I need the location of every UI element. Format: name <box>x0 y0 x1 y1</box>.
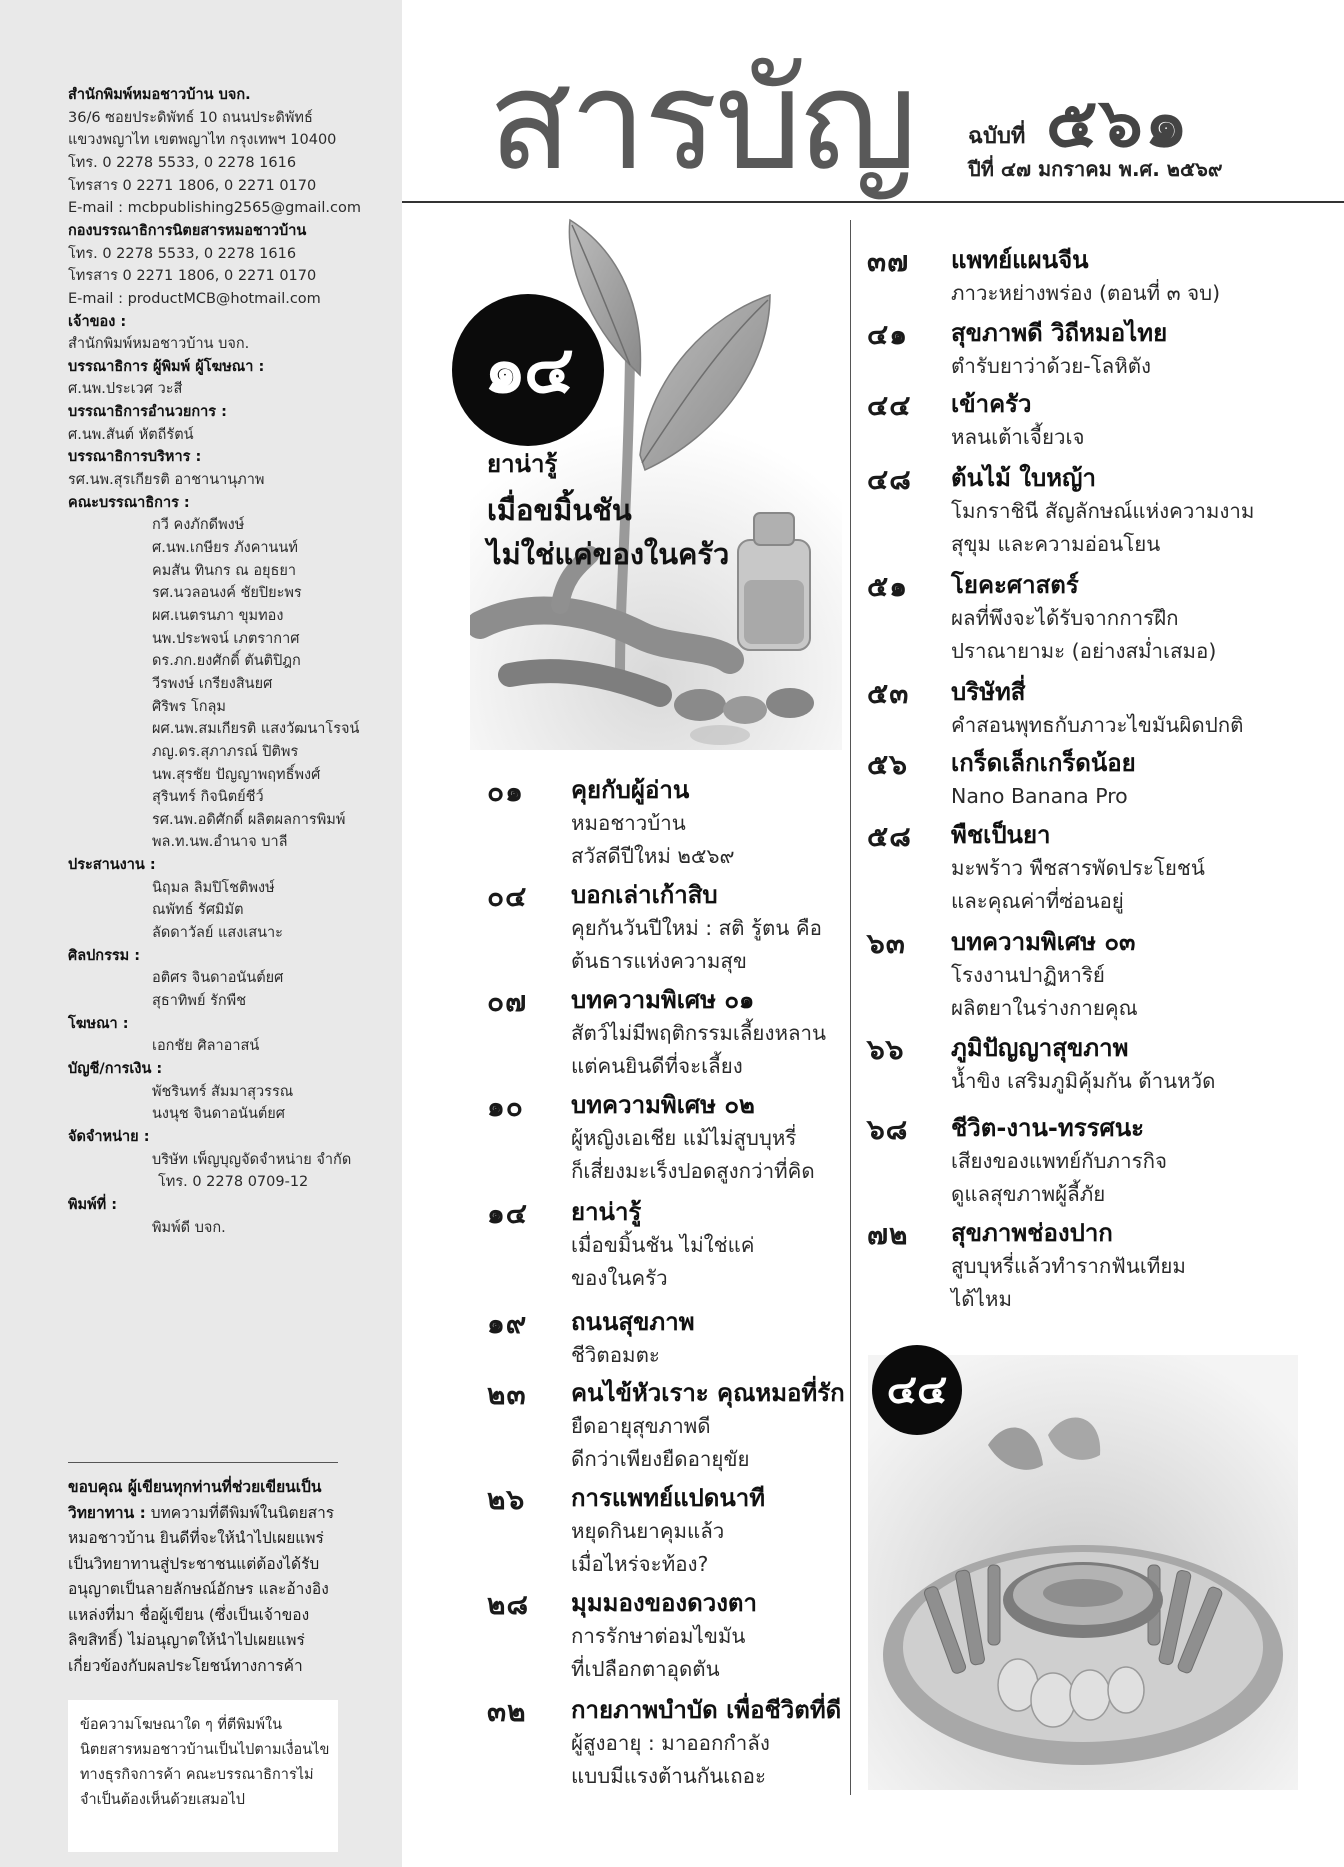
toc-article-line: ที่เปลือกตาอุดตัน <box>571 1657 720 1681</box>
toc-article-line: ยืดอายุสุขภาพดี <box>571 1414 711 1438</box>
feature-kicker: ยาน่ารู้ <box>487 450 558 478</box>
toc-page-number: ๕๘ <box>867 820 912 853</box>
masthead-line: แขวงพญาไท เขตพญาไท กรุงเทพฯ 10400 <box>68 132 337 149</box>
header-rule <box>402 201 1344 203</box>
toc-article-title <box>951 602 1216 668</box>
toc-section-title: การแพทย์แปดนาที <box>571 1484 766 1512</box>
toc-article-line: ผลิตยาในร่างกายคุณ <box>951 996 1138 1020</box>
toc-page-number: ๒๓ <box>487 1378 527 1411</box>
toc-article-title <box>571 1620 745 1686</box>
toc-article-title <box>951 350 1151 383</box>
page-title: สารบัญ <box>488 40 915 201</box>
masthead-line: สุธาทิพย์ รักพืช <box>152 993 247 1009</box>
toc-article-title <box>951 1065 1215 1098</box>
toc-article-line: สูบบุหรี่แล้วทำรากฟันเทียม <box>951 1254 1186 1278</box>
toc-article-line: และคุณค่าที่ซ่อนอยู่ <box>951 889 1124 913</box>
toc-page-number: ๔๘ <box>867 463 912 496</box>
issue-number: ๕๖๑ <box>1046 84 1190 163</box>
toc-section-title: ยาน่ารู้ <box>571 1198 642 1226</box>
toc-article-title <box>571 807 734 873</box>
toc-article-title <box>571 1017 826 1083</box>
toc-section-title: ชีวิต-งาน-ทรรศนะ <box>951 1114 1145 1142</box>
toc-article-line: เมื่อไหร่จะท้อง? <box>571 1552 709 1576</box>
masthead-line: ผศ.นพ.สมเกียรติ แสงวัฒนาโรจน์ <box>152 721 360 738</box>
masthead-line: วีรพงษ์ เกรียงสินยศ <box>152 675 273 692</box>
toc-section-title: บทความพิเศษ ๐๓ <box>951 928 1136 956</box>
toc-article-title <box>951 1145 1167 1211</box>
masthead-heading: บรรณาธิการอำนวยการ : <box>68 404 227 421</box>
masthead-heading: บรรณาธิการบริหาร : <box>68 449 202 466</box>
toc-page-number: ๕๑ <box>867 570 908 603</box>
masthead-line: นงนุช จินดาอนันต์ยศ <box>152 1106 285 1123</box>
toc-article-title <box>951 709 1244 742</box>
masthead-line: พล.ท.นพ.อำนาจ บาลี <box>152 834 288 851</box>
toc-section-title: พืชเป็นยา <box>951 821 1051 849</box>
toc-page-number: ๓๒ <box>487 1695 527 1728</box>
toc-article-line: หมอชาวบ้าน <box>571 811 686 835</box>
toc-page-number: ๖๘ <box>867 1113 909 1146</box>
feature-page-badge: ๑๔ <box>452 294 604 446</box>
toc-article-title <box>571 1515 724 1581</box>
masthead-line: พิมพ์ดี บจก. <box>152 1219 226 1236</box>
toc-article-line: แบบมีแรงต้านกันเถอะ <box>571 1764 766 1788</box>
toc-article-line: สวัสดีปีใหม่ ๒๕๖๙ <box>571 844 735 868</box>
toc-page-number: ๑๐ <box>487 1090 524 1123</box>
toc-article-line: เมื่อขมิ้นชัน ไม่ใช่แค่ <box>571 1233 755 1257</box>
masthead-line: E-mail : mcbpublishing2565@gmail.com <box>68 200 361 217</box>
toc-page-number: ๐๗ <box>487 985 528 1018</box>
toc-article-line: ก็เสี่ยงมะเร็งปอดสูงกว่าที่คิด <box>571 1159 815 1183</box>
toc-page-number: ๓๗ <box>867 245 910 278</box>
toc-section-title: คุยกับผู้อ่าน <box>571 776 690 804</box>
toc-article-line: คำสอนพุทธกับภาวะไขมันผิดปกติ <box>951 713 1244 737</box>
issue-date: ปีที่ ๔๗ มกราคม พ.ศ. ๒๕๖๙ <box>968 157 1223 181</box>
thanks-body: บทความที่ตีพิมพ์ในนิตยสารหมอชาวบ้าน ยินดีที่จะให้นำไปเผยแพร่เป็นวิทยาทานสู่ประชาชนแต่ต้องได้รับอนุญาตเป็นลายลักษณ์อักษร และอ้างอิงแหล่งที่มา ชื่อผู้เขียน (ซึ่งเป็นเจ้าของลิขสิทธิ์) ไม่อนุญาตให้นำไปเผยแพร่เกี่ยวข้องกับผลประโยชน์ทางการค้า <box>68 1503 335 1675</box>
toc-article-title <box>951 421 1084 454</box>
toc-page-number: ๒๖ <box>487 1483 526 1516</box>
masthead-heading: คณะบรรณาธิการ : <box>68 494 190 511</box>
masthead-line: ศ.นพ.เกษียร ภังคานนท์ <box>152 540 298 556</box>
masthead-line: คมสัน ทินกร ณ อยุธยา <box>152 562 297 579</box>
toc-article-line: สัตว์ไม่มีพฤติกรรมเลี้ยงหลาน <box>571 1021 827 1045</box>
toc-section-title: เกร็ดเล็กเกร็ดน้อย <box>951 749 1136 777</box>
toc-section-title: บอกเล่าเก้าสิบ <box>571 881 718 909</box>
issue-label: ฉบับที่ <box>968 124 1026 149</box>
toc-section-title: กายภาพบำบัด เพื่อชีวิตที่ดี <box>571 1696 842 1724</box>
toc-page-number: ๑๙ <box>487 1307 528 1340</box>
masthead-line: ศ.นพ.ประเวศ วะสี <box>68 381 183 398</box>
toc-article-title <box>571 1229 755 1295</box>
masthead-line: พัชรินทร์ สัมมาสุวรรณ <box>152 1083 294 1100</box>
masthead-line: นพ.สุรชัย ปัญญาพฤทธิ์พงศ์ <box>152 766 321 783</box>
masthead-line: นิฤมล ลิมปิโชติพงษ์ <box>152 879 275 896</box>
toc-article-line: ผลที่พึงจะได้รับจากการฝึก <box>951 606 1179 630</box>
toc-article-line: น้ำขิง เสริมภูมิคุ้มกัน ต้านหวัด <box>951 1069 1216 1093</box>
toc-page-number: ๕๖ <box>867 748 908 781</box>
masthead-line: โทรสาร 0 2271 1806, 0 2271 0170 <box>68 177 317 194</box>
toc-section-title: สุขภาพช่องปาก <box>951 1219 1113 1247</box>
toc-article-line: ผู้สูงอายุ : มาออกกำลัง <box>571 1731 770 1755</box>
toc-article-line: สุขุม และความอ่อนโยน <box>951 532 1161 556</box>
masthead-line: โทร. 0 2278 5533, 0 2278 1616 <box>68 245 297 262</box>
masthead-line: ณพัทธ์ รัศมิมัต <box>152 902 244 919</box>
masthead-heading: บัญชี/การเงิน : <box>68 1060 163 1077</box>
thanks-note <box>68 1475 344 1679</box>
masthead-line: สำนักพิมพ์หมอชาวบ้าน บจก. <box>68 336 250 353</box>
feature-title-line: เมื่อขมิ้นชัน <box>487 493 632 527</box>
toc-section-title: บทความพิเศษ ๐๒ <box>571 1091 755 1119</box>
masthead-line: เอกชัย ศิลาอาสน์ <box>152 1038 260 1055</box>
toc-article-title <box>951 852 1205 918</box>
toc-section-title: คนไข้หัวเราะ คุณหมอที่รัก <box>571 1379 845 1407</box>
toc-article-title <box>951 495 1254 561</box>
toc-page-number: ๐๑ <box>487 775 524 808</box>
toc-article-title <box>571 1339 660 1372</box>
toc-section-title: แพทย์แผนจีน <box>951 246 1089 274</box>
toc-article-line: การรักษาต่อมไขมัน <box>571 1624 746 1648</box>
sidebar-divider <box>68 1462 338 1463</box>
masthead-line: โทร. 0 2278 5533, 0 2278 1616 <box>68 154 297 171</box>
masthead-line: ดร.ภก.ยงศักดิ์ ตันติปิฎก <box>152 653 301 670</box>
masthead-line: สุรินทร์ กิจนิตย์ชีว์ <box>152 789 264 806</box>
toc-section-title: เข้าครัว <box>951 390 1032 418</box>
toc-article-line: แต่คนยินดีที่จะเลี้ยง <box>571 1054 743 1078</box>
masthead-heading: ประสานงาน : <box>68 857 156 874</box>
feature-title <box>487 488 729 576</box>
toc-article-line: ดีกว่าเพียงยืดอายุขัย <box>571 1447 750 1471</box>
toc-article-line: เสียงของแพทย์กับภารกิจ <box>951 1149 1168 1173</box>
toc-section-title: บริษัทสี่ <box>951 678 1026 706</box>
masthead-line: ภญ.ดร.สุภาภรณ์ ปิติพร <box>152 743 299 760</box>
toc-article-title <box>951 959 1138 1025</box>
toc-page-number: ๖๖ <box>867 1033 905 1066</box>
masthead-line: โทร. 0 2278 0709-12 <box>158 1174 309 1191</box>
toc-article-title <box>951 277 1220 310</box>
toc-page-number: ๖๓ <box>867 927 906 960</box>
toc-article-title <box>571 1410 749 1476</box>
toc-article-title <box>951 1250 1186 1316</box>
toc-article-line: โรงงานปาฏิหาริย์ <box>951 963 1105 987</box>
masthead-line: รศ.นวลอนงค์ ชัยปิยะพร <box>152 585 302 602</box>
masthead-heading: พิมพ์ที่ : <box>68 1196 118 1213</box>
masthead-heading: จัดจำหน่าย : <box>68 1128 150 1145</box>
toc-page-number: ๔๑ <box>867 318 908 351</box>
toc-article-line: หลนเต้าเจี้ยวเจ <box>951 425 1085 449</box>
toc-article-line: ชีวิตอมตะ <box>571 1343 660 1367</box>
masthead-line: บริษัท เพ็ญบุญจัดจำหน่าย จำกัด <box>152 1151 352 1168</box>
masthead-heading: สำนักพิมพ์หมอชาวบ้าน บจก. <box>68 87 251 103</box>
masthead-heading: กองบรรณาธิการนิตยสารหมอชาวบ้าน <box>68 222 307 239</box>
toc-article-line: ดูแลสุขภาพผู้ลี้ภัย <box>951 1182 1106 1206</box>
toc-section-title: ถนนสุขภาพ <box>571 1308 695 1336</box>
toc-page-number: ๑๔ <box>487 1197 528 1230</box>
toc-page-number: ๔๔ <box>867 389 912 422</box>
toc-article-line: หยุดกินยาคุมแล้ว <box>571 1519 725 1543</box>
toc-section-title: ต้นไม้ ใบหญ้า <box>951 464 1096 492</box>
masthead-line: ศ.นพ.สันต์ หัตถีรัตน์ <box>68 426 194 443</box>
toc-article-line: ตำรับยาว่าด้วย-โลหิตัง <box>951 354 1152 378</box>
toc-article-title <box>951 780 1128 813</box>
masthead-line: E-mail : productMCB@hotmail.com <box>68 290 321 307</box>
feature-title-line: ไม่ใช่แค่ของในครัว <box>487 537 730 571</box>
masthead-line: อติศร จินดาอนันต์ยศ <box>152 970 284 987</box>
masthead-heading: บรรณาธิการ ผู้พิมพ์ ผู้โฆษณา : <box>68 358 265 375</box>
toc-page-number: ๒๘ <box>487 1588 530 1621</box>
toc-page-number: ๕๓ <box>867 677 910 710</box>
toc-section-title: โยคะศาสตร์ <box>951 571 1079 599</box>
toc-section-title: มุมมองของดวงตา <box>571 1589 757 1617</box>
toc-article-line: ผู้หญิงเอเชีย แม้ไม่สูบบุหรี่ <box>571 1126 797 1150</box>
toc-page-number: ๐๔ <box>487 880 528 913</box>
masthead-line: รศ.นพ.อดิศักดิ์ ผลิตผลการพิมพ์ <box>152 811 346 828</box>
toc-article-line: โมกราชินี สัญลักษณ์แห่งความงาม <box>951 499 1255 523</box>
toc-article-line: Nano Banana Pro <box>951 784 1128 808</box>
food-page-badge: ๔๔ <box>872 1345 962 1435</box>
masthead-line: ศิริพร โกลุม <box>152 698 226 715</box>
thanks-heading: ขอบคุณ ผู้เขียนทุกท่านที่ช่วยเขียนเป็นวิทยาทาน : <box>68 1478 322 1522</box>
toc-article-line: มะพร้าว พืชสารพัดประโยชน์ <box>951 856 1205 880</box>
toc-article-line: ของในครัว <box>571 1266 668 1290</box>
toc-article-line: ปราณายามะ (อย่างสม่ำเสมอ) <box>951 639 1217 663</box>
toc-section-title: สุขภาพดี วิถีหมอไทย <box>951 319 1168 347</box>
toc-article-title <box>571 1122 815 1188</box>
toc-article-title <box>571 912 822 978</box>
masthead-heading: โฆษณา : <box>68 1015 129 1032</box>
masthead-heading: เจ้าของ : <box>68 313 127 330</box>
masthead-line: โทรสาร 0 2271 1806, 0 2271 0170 <box>68 268 317 285</box>
toc-article-line: ภาวะหย่างพร่อง (ตอนที่ ๓ จบ) <box>951 281 1221 305</box>
masthead-heading: ศิลปกรรม : <box>68 947 141 964</box>
masthead-line: นพ.ประพจน์ เภตรากาศ <box>152 630 300 647</box>
notice-text: ข้อความโฆษณาใด ๆ ที่ตีพิมพ์ในนิตยสารหมอชาวบ้านเป็นไปตามเงื่อนไขทางธุรกิจการค้า คณะบรรณาธิการไม่จำเป็นต้องเห็นด้วยเสมอไป <box>80 1717 330 1808</box>
masthead-line: ผศ.เนตรนภา ขุมทอง <box>152 607 284 624</box>
masthead-line: กวี คงภักดีพงษ์ <box>152 517 245 534</box>
toc-article-line: ได้ไหม <box>951 1287 1012 1311</box>
masthead-line: ลัดดาวัลย์ แสงเสนาะ <box>152 925 283 942</box>
toc-page-number: ๗๒ <box>867 1218 909 1251</box>
toc-article-title <box>571 1727 770 1793</box>
column-divider <box>850 220 851 1795</box>
toc-article-line: คุยกันวันปีใหม่ : สติ รู้ตน คือ <box>571 916 822 940</box>
masthead-line: 36/6 ซอยประดิพัทธ์ 10 ถนนประดิพัทธ์ <box>68 109 313 126</box>
toc-section-title: ภูมิปัญญาสุขภาพ <box>951 1034 1129 1062</box>
masthead-line: รศ.นพ.สุรเกียรติ อาชานานุภาพ <box>68 472 265 489</box>
toc-article-line: ต้นธารแห่งความสุข <box>571 949 747 973</box>
toc-section-title: บทความพิเศษ ๐๑ <box>571 986 755 1014</box>
